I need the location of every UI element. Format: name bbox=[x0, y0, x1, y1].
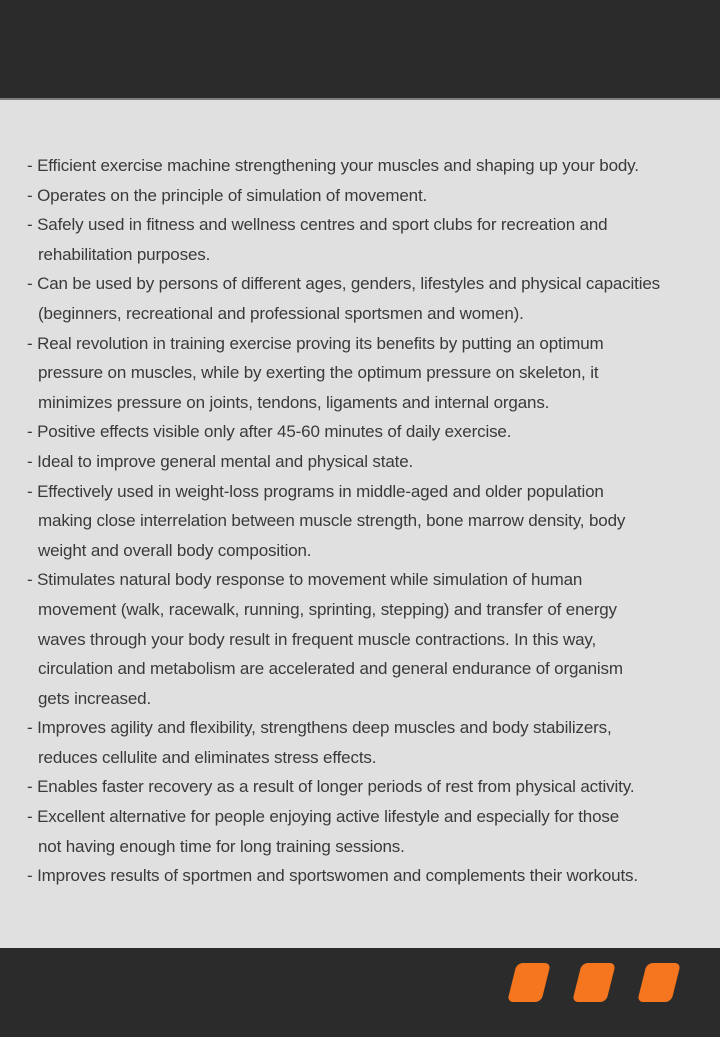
benefit-line: - Operates on the principle of simulation of movement. bbox=[27, 185, 428, 205]
benefit-line: waves through your body result in frequent muscle contractions. In this way, bbox=[38, 629, 597, 649]
accent-parallelogram-icon bbox=[507, 963, 551, 1002]
benefit-line: - Effectively used in weight-loss programs in middle-aged and older population bbox=[27, 481, 604, 501]
benefit-line: - Stimulates natural body response to movement while simulation of human bbox=[27, 570, 583, 590]
accent-parallelogram-icon bbox=[637, 963, 681, 1002]
benefit-line: - Efficient exercise machine strengthening your muscles and shaping up your body. bbox=[27, 156, 639, 175]
content-area bbox=[0, 100, 720, 947]
benefit-line: rehabilitation purposes. bbox=[38, 244, 211, 264]
benefit-line: - Improves results of sportmen and sportswomen and complements their workouts. bbox=[27, 866, 638, 886]
benefit-line: - Excellent alternative for people enjoying active lifestyle and especially for those bbox=[27, 807, 620, 827]
benefit-line: - Safely used in fitness and wellness centres and sport clubs for recreation and bbox=[27, 215, 608, 235]
benefit-line: - Positive effects visible only after 45-60 minutes of daily exercise. bbox=[27, 422, 512, 442]
benefit-line: - Improves agility and flexibility, strengthens deep muscles and body stabilizers, bbox=[27, 718, 612, 738]
benefit-line: reduces cellulite and eliminates stress effects. bbox=[38, 747, 377, 767]
benefit-line: circulation and metabolism are accelerated and general endurance of organism bbox=[38, 659, 623, 679]
benefit-line: - Real revolution in training exercise proving its benefits by putting an optimum bbox=[27, 333, 604, 353]
header-bar bbox=[0, 0, 720, 100]
accent-parallelogram-icon bbox=[572, 963, 616, 1002]
benefit-line: - Enables faster recovery as a result of longer periods of rest from physical activity. bbox=[27, 777, 635, 797]
benefit-line: weight and overall body composition. bbox=[38, 540, 312, 560]
benefits-list bbox=[0, 100, 720, 891]
benefit-line: minimizes pressure on joints, tendons, ligaments and internal organs. bbox=[38, 392, 550, 412]
benefit-line: movement (walk, racewalk, running, sprinting, stepping) and transfer of energy bbox=[38, 599, 617, 619]
footer-accent-shapes bbox=[512, 963, 676, 1002]
footer-bar bbox=[0, 948, 720, 1037]
benefit-line: - Ideal to improve general mental and physical state. bbox=[27, 451, 414, 471]
benefit-line: gets increased. bbox=[38, 688, 152, 708]
benefit-line: pressure on muscles, while by exerting the optimum pressure on skeleton, it bbox=[38, 363, 599, 383]
benefit-line: making close interrelation between muscle strength, bone marrow density, body bbox=[38, 511, 626, 531]
benefit-line: (beginners, recreational and professional sportsmen and women). bbox=[38, 303, 524, 323]
benefit-line: - Can be used by persons of different ages, genders, lifestyles and physical capacities bbox=[27, 274, 661, 294]
benefit-line: not having enough time for long training sessions. bbox=[38, 836, 405, 856]
